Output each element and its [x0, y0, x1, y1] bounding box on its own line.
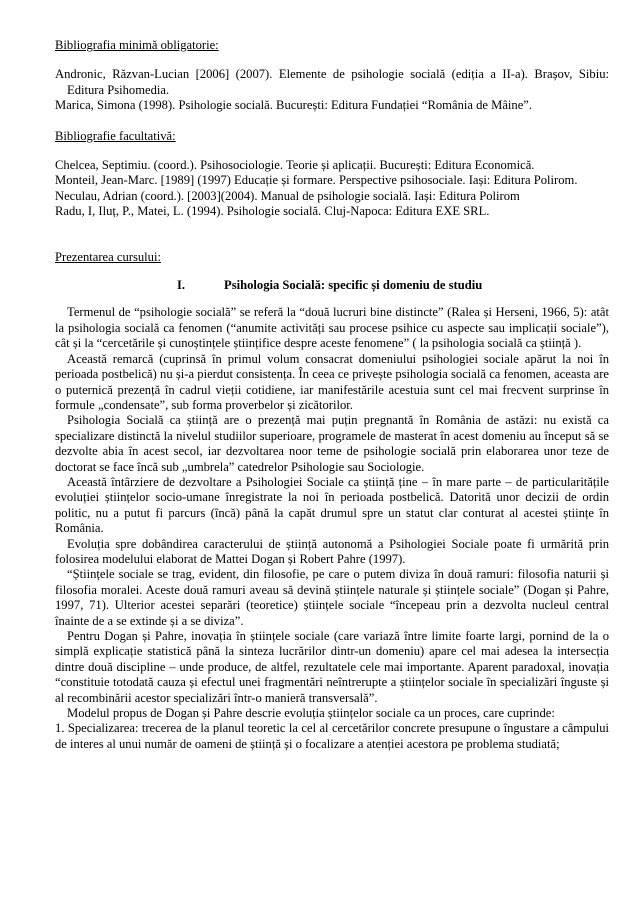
body-paragraph: Pentru Dogan și Pahre, inovația în științele sociale (care variază între limite foarte largi, pornind de la o simplă explicație statistică până la sinteza lucrărilor dintr-un domeniu) apare cel mai adesea la intersecția dintre două discipline – unde produce, de altfel, rezultatele cele mai importante. Aparent paradoxal, inovația “constituie totodată cauza și efectul unei fragmentări neîntrerupte a științelor sociale în specializări înguste și al recombinării acestor specializări într-o manieră transversală”. [55, 629, 609, 705]
list-item: 1. Specializarea: trecerea de la planul teoretic la cel al cercetărilor concrete presupune o îngustare a câmpului de interes al unui număr de oameni de știință și o focalizare a atenției acestora pe problema studiată; [55, 721, 609, 751]
bib-entry: Chelcea, Septimiu. (coord.). Psihosociologie. Teorie și aplicații. București: Editura Economică. [55, 158, 535, 173]
bib-optional-heading: Bibliografie facultativă: [55, 128, 176, 143]
body-paragraph: Psihologia Socială ca știință are o prezență mai puțin pregnantă în România de astăzi: nu există ca specializare distinctă la nivelul studiilor superioare, programele de masterat în acest domeniu au început să se dezvolte abia în acest secol, iar dezvoltarea noor teme de psihologie socială prin elaborarea unor teze de doctorat se face încă sub „umbrela” catedrelor Psihologie sau Sociologie. [55, 413, 609, 474]
body-paragraph: Termenul de “psihologie socială” se referă la “două lucruri bine distincte” (Ralea și Herseni, 1966, 5): atât la psihologia socială ca fenomen (“anumite activități sau procese psihice cu aspecte sau implicații sociale”), cât și la “cercetările și cunoștințele științifice despre aceste fenomene” ( la psihologia socială ca știință ). [55, 305, 609, 351]
body-paragraph: Evoluția spre dobândirea caracterului de știință autonomă a Psihologiei Sociale poate fi urmărită prin folosirea modelului elaborat de Mattei Dogan și Robert Pahre (1997). [55, 536, 609, 566]
bib-entry: Neculau, Adrian (coord.). [2003](2004). Manual de psihologie socială. Iași: Editura Polirom [55, 188, 520, 203]
document-page [55, 38, 609, 752]
course-heading: Prezentarea cursului: [55, 249, 161, 264]
bib-entry: Marica, Simona (1998). Psihologie socială. București: Editura Fundației “România de Mâine”. [55, 98, 533, 113]
section-title [55, 278, 609, 293]
bib-entry: Andronic, Răzvan-Lucian [2006] (2007). Elemente de psihologie socială (ediția a II-a). Brașov, Sibiu: Editura Psihomedia. [55, 67, 609, 97]
bib-required-heading: Bibliografia minimă obligatorie: [55, 38, 219, 52]
body-paragraph: Această întârziere de dezvoltare a Psihologiei Sociale ca știință ține – în mare parte – de particularitățile evoluției științelor socio-umane înregistrate la noi în perioada postbelică. Datorită unor decizii de ordin politic, nu a putut fi parcurs (încă) până la capăt drumul spre un statut clar conturat al acestei științe în România. [55, 474, 609, 536]
bib-entry: Radu, I, Iluț, P., Matei, L. (1994). Psihologie socială. Cluj-Napoca: Editura EXE SRL. [55, 204, 490, 219]
section-number: I. [177, 278, 186, 293]
section-title-text: Psihologia Socială: specific și domeniu de studiu [224, 278, 483, 293]
bib-entry: Monteil, Jean-Marc. [1989] (1997) Educație și formare. Perspective psihosociale. Iași: Editura Polirom. [55, 173, 578, 188]
body-paragraph: “Științele sociale se trag, evident, din filosofie, pe care o putem diviza în două ramuri: filosofia naturii și filosofia moralei. Aceste două ramuri aveau să devină științele naturale și științele sociale” (Dogan și Pahre, 1997, 71). Ulterior acestei separări (teoretice) științele sociale “începeau prin a dezvolta nucleul central înainte de a se extinde și a se diviza”. [55, 567, 609, 628]
body-paragraph: Această remarcă (cuprinsă în primul volum consacrat domeniului psihologiei sociale apărut la noi în perioada postbelică) nu și-a pierdut consistența. În ceea ce privește psihologia socială ca fenomen, aceasta are o puternică prezență în cadrul vieții cotidiene, iar manifestările acestuia sunt cel mai frecvent surprinse în formule „condensate”, sub forma proverbelor și zicătorilor. [55, 351, 609, 412]
body-paragraph: Modelul propus de Dogan și Pahre descrie evoluția științelor sociale ca un proces, care cuprinde: [67, 706, 555, 721]
